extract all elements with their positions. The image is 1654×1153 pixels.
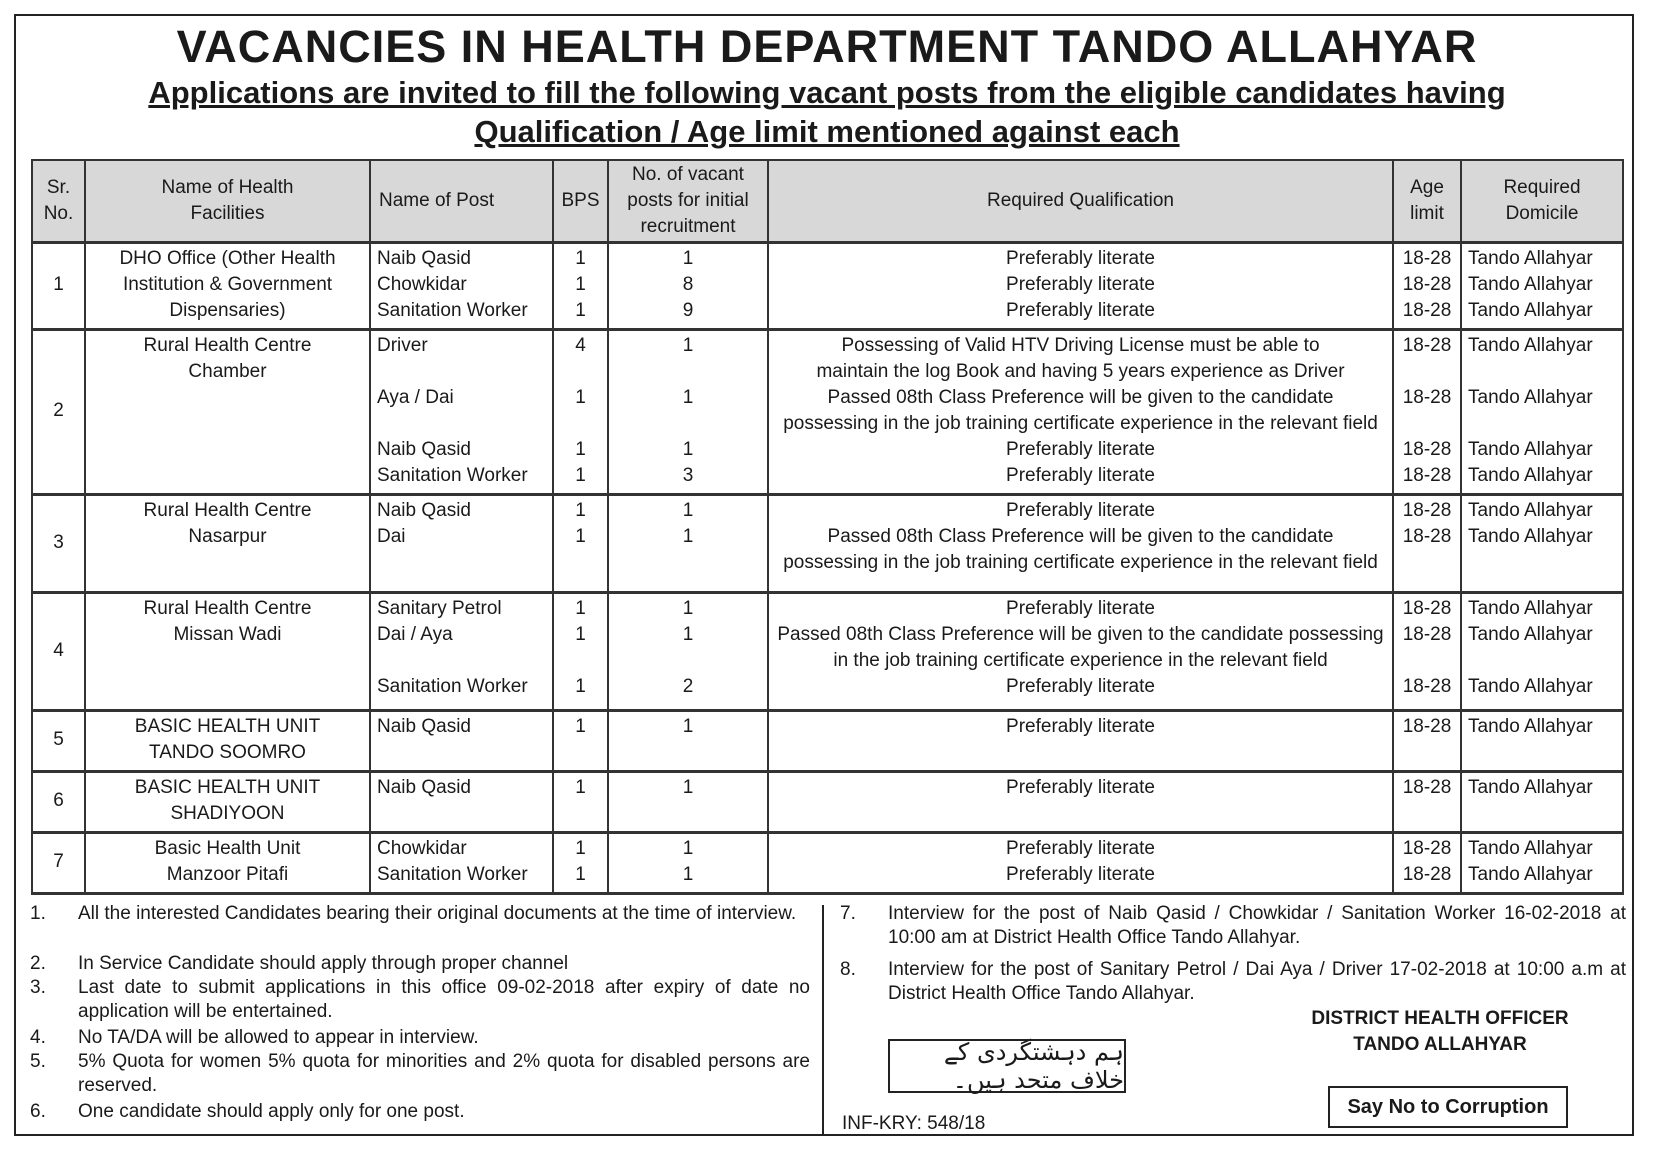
bps-cell: 1 bbox=[553, 772, 608, 833]
qualification-cell: Preferably literate Preferably literate Preferably literate bbox=[768, 243, 1393, 330]
sr-number-cell: 6 bbox=[32, 772, 85, 833]
facility-name-cell: Rural Health Centre Chamber bbox=[85, 330, 370, 495]
domicile-cell: Tando Allahyar bbox=[1461, 772, 1623, 833]
post-name-cell: Chowkidar Sanitation Worker bbox=[370, 833, 553, 894]
age-limit-cell: 18-28 18-28 18-28 bbox=[1393, 593, 1461, 711]
sr-number-cell: 4 bbox=[32, 593, 85, 711]
sr-number-cell: 3 bbox=[32, 495, 85, 593]
sr-number-cell: 2 bbox=[32, 330, 85, 495]
bps-cell: 1 1 1 bbox=[553, 593, 608, 711]
post-name-cell: Sanitary Petrol Dai / Aya Sanitation Worker bbox=[370, 593, 553, 711]
table-header-row bbox=[32, 160, 1623, 243]
header-post: Name of Post bbox=[370, 160, 553, 243]
header-qualification: Required Qualification bbox=[768, 160, 1393, 243]
table-row bbox=[32, 711, 1623, 772]
domicile-cell: Tando Allahyar Tando Allahyar bbox=[1461, 495, 1623, 593]
facility-name-cell: BASIC HEALTH UNIT TANDO SOOMRO bbox=[85, 711, 370, 772]
table-row bbox=[32, 330, 1623, 495]
note-number: 1. bbox=[30, 903, 46, 924]
say-no-to-corruption-box: Say No to Corruption bbox=[1328, 1086, 1568, 1128]
vacant-count-cell: 1 1 bbox=[608, 495, 768, 593]
note-number: 5. bbox=[30, 1051, 46, 1072]
post-name-cell: Driver Aya / Dai Naib Qasid Sanitation Worker bbox=[370, 330, 553, 495]
domicile-cell: Tando Allahyar Tando Allahyar Tando Allahyar bbox=[1461, 593, 1623, 711]
vacant-count-cell: 1 bbox=[608, 711, 768, 772]
bps-cell: 1 bbox=[553, 711, 608, 772]
header-vacant: No. of vacant posts for initial recruitment bbox=[608, 160, 768, 243]
note-number: 8. bbox=[840, 959, 856, 980]
qualification-cell: Preferably literate Preferably literate bbox=[768, 833, 1393, 894]
domicile-cell: Tando Allahyar Tando Allahyar bbox=[1461, 833, 1623, 894]
note-text: One candidate should apply only for one post. bbox=[78, 1101, 465, 1122]
bps-cell: 1 1 bbox=[553, 495, 608, 593]
header-sr: Sr. No. bbox=[32, 160, 85, 243]
post-name-cell: Naib Qasid bbox=[370, 711, 553, 772]
age-limit-cell: 18-28 bbox=[1393, 772, 1461, 833]
post-name-cell: Naib Qasid Dai bbox=[370, 495, 553, 593]
subtitle-line-2: Qualification / Age limit mentioned against each bbox=[474, 114, 1180, 149]
urdu-slogan-box: ہم دہشتگردی کے خلاف متحد ہیں۔ bbox=[888, 1039, 1126, 1093]
table-row bbox=[32, 593, 1623, 711]
table-row bbox=[32, 243, 1623, 330]
age-limit-cell: 18-28 18-28 bbox=[1393, 495, 1461, 593]
note-text: In Service Candidate should apply through proper channel bbox=[78, 953, 569, 974]
age-limit-cell: 18-28 bbox=[1393, 711, 1461, 772]
post-name-cell: Naib Qasid Chowkidar Sanitation Worker bbox=[370, 243, 553, 330]
domicile-cell: Tando Allahyar Tando Allahyar Tando Allahyar bbox=[1461, 243, 1623, 330]
header-bps: BPS bbox=[553, 160, 608, 243]
notes-divider bbox=[822, 905, 824, 1135]
vacant-count-cell: 1 bbox=[608, 772, 768, 833]
bps-cell: 1 1 1 bbox=[553, 243, 608, 330]
note-text: Interview for the post of Naib Qasid / Chowkidar / Sanitation Worker 16-02-2018 at 10:00 am at District Health Office Tando Allahyar. bbox=[888, 903, 1626, 948]
note-text: 5% Quota for women 5% quota for minorities and 2% quota for disabled persons are reserved. bbox=[78, 1051, 810, 1096]
note-number: 7. bbox=[840, 903, 856, 924]
note-number: 6. bbox=[30, 1101, 46, 1122]
vacant-count-cell: 1 1 1 3 bbox=[608, 330, 768, 495]
qualification-cell: Possessing of Valid HTV Driving License must be able to maintain the log Book and having 5 years experience as Driver Passed 08th Class Preference will be given to the candidate possessing in the job training certificate experience in the relevant field Preferably literate Preferably literate bbox=[768, 330, 1393, 495]
domicile-cell: Tando Allahyar Tando Allahyar Tando Allahyar Tando Allahyar bbox=[1461, 330, 1623, 495]
subtitle-line-1: Applications are invited to fill the following vacant posts from the eligible candidates having bbox=[148, 75, 1506, 110]
facility-name-cell: Rural Health Centre Nasarpur bbox=[85, 495, 370, 593]
header-domicile: Required Domicile bbox=[1461, 160, 1623, 243]
age-limit-cell: 18-28 18-28 18-28 18-28 bbox=[1393, 330, 1461, 495]
vacant-count-cell: 1 1 2 bbox=[608, 593, 768, 711]
page-title: VACANCIES IN HEALTH DEPARTMENT TANDO ALLAHYAR bbox=[176, 21, 1478, 72]
age-limit-cell: 18-28 18-28 bbox=[1393, 833, 1461, 894]
domicile-cell: Tando Allahyar bbox=[1461, 711, 1623, 772]
table-row bbox=[32, 833, 1623, 894]
inf-code: INF-KRY: 548/18 bbox=[842, 1113, 986, 1134]
sr-number-cell: 5 bbox=[32, 711, 85, 772]
sr-number-cell: 7 bbox=[32, 833, 85, 894]
table-row bbox=[32, 772, 1623, 833]
sr-number-cell: 1 bbox=[32, 243, 85, 330]
signature-place: TANDO ALLAHYAR bbox=[1353, 1034, 1527, 1055]
facility-name-cell: BASIC HEALTH UNIT SHADIYOON bbox=[85, 772, 370, 833]
post-name-cell: Naib Qasid bbox=[370, 772, 553, 833]
vacancies-table bbox=[31, 159, 1624, 895]
note-text: Last date to submit applications in this office 09-02-2018 after expiry of date no application will be entertained. bbox=[78, 977, 810, 1022]
facility-name-cell: DHO Office (Other Health Institution & Government Dispensaries) bbox=[85, 243, 370, 330]
bps-cell: 1 1 bbox=[553, 833, 608, 894]
table-row bbox=[32, 495, 1623, 593]
signature-block bbox=[1240, 1006, 1640, 1058]
facility-name-cell: Basic Health Unit Manzoor Pitafi bbox=[85, 833, 370, 894]
qualification-cell: Preferably literate Passed 08th Class Preference will be given to the candidate possessing in the job training certificate experience in the relevant field bbox=[768, 495, 1393, 593]
note-text: No TA/DA will be allowed to appear in interview. bbox=[78, 1027, 479, 1048]
vacant-count-cell: 1 8 9 bbox=[608, 243, 768, 330]
header-facility: Name of Health Facilities bbox=[85, 160, 370, 243]
facility-name-cell: Rural Health Centre Missan Wadi bbox=[85, 593, 370, 711]
table-body bbox=[32, 243, 1623, 894]
qualification-cell: Preferably literate Passed 08th Class Preference will be given to the candidate possessing in the job training certificate experience in the relevant field Preferably literate bbox=[768, 593, 1393, 711]
note-number: 2. bbox=[30, 953, 46, 974]
signature-title: DISTRICT HEALTH OFFICER bbox=[1311, 1008, 1569, 1029]
bps-cell: 4 1 1 1 bbox=[553, 330, 608, 495]
note-text: All the interested Candidates bearing their original documents at the time of interview. bbox=[78, 903, 797, 924]
vacant-count-cell: 1 1 bbox=[608, 833, 768, 894]
note-text: Interview for the post of Sanitary Petrol / Dai Aya / Driver 17-02-2018 at 10:00 a.m at District Health Office Tando Allahyar. bbox=[888, 959, 1626, 1004]
qualification-cell: Preferably literate bbox=[768, 711, 1393, 772]
header-age: Age limit bbox=[1393, 160, 1461, 243]
qualification-cell: Preferably literate bbox=[768, 772, 1393, 833]
note-number: 3. bbox=[30, 977, 46, 998]
age-limit-cell: 18-28 18-28 18-28 bbox=[1393, 243, 1461, 330]
note-number: 4. bbox=[30, 1027, 46, 1048]
